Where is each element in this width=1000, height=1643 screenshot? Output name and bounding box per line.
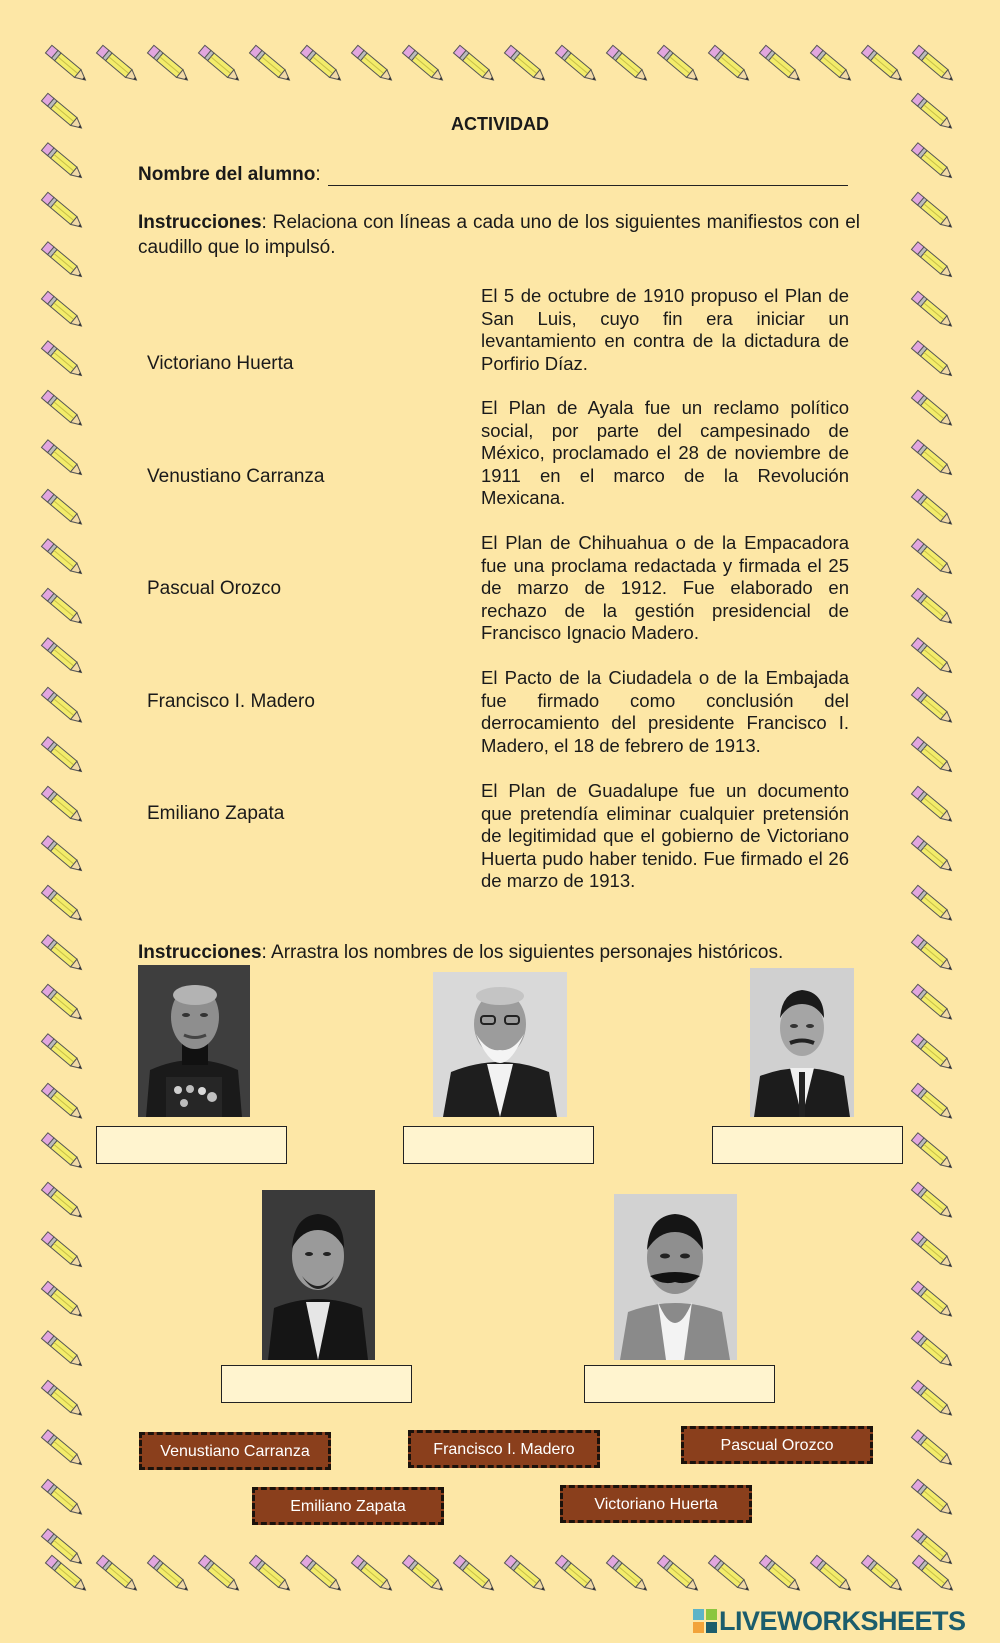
pencil-icon [41,539,84,578]
answer-drop-box[interactable] [96,1126,287,1164]
pencil-icon [198,45,241,84]
pencil-icon [147,45,190,84]
pencil-icon [300,1555,343,1594]
pencil-icon [41,440,84,479]
pencil-icon [911,192,954,231]
pencil-icon [911,539,954,578]
student-name-field[interactable] [328,167,848,186]
pencil-icon [911,1479,954,1518]
plan-item[interactable]: El Pacto de la Ciudadela o de la Embajada fue firmado como conclusión del derrocamiento del presidente Francisco I. Madero, el 18 de febrero de 1913. [481,667,849,756]
student-name-label: Nombre del alumno [138,164,316,185]
plan-item[interactable]: El Plan de Ayala fue un reclamo político social, por parte del campesinado de México, proclamado el 28 de noviembre de 1911 en el marco de la Revolución Mexicana. [481,397,849,508]
drag-item-huerta[interactable]: Victoriano Huerta [560,1485,752,1523]
pencil-icon [911,588,954,627]
pencil-icon [402,45,445,84]
answer-drop-box[interactable] [403,1126,594,1164]
pencil-icon [555,1555,598,1594]
pencil-icon [911,1331,954,1370]
pencil-icon [41,1529,84,1568]
pencil-icon [351,45,394,84]
pencil-icon [41,588,84,627]
pencil-icon [911,1430,954,1469]
instructions-label: Instrucciones [138,212,262,233]
pencil-icon [402,1555,445,1594]
pencil-icon [912,45,955,84]
pencil-icon [911,1529,954,1568]
pencil-icon [45,45,88,84]
pencil-icon [911,687,954,726]
pencil-icon [810,45,853,84]
pencil-icon [41,390,84,429]
pencil-icon [41,1331,84,1370]
leader-item[interactable]: Francisco I. Madero [147,691,315,712]
pencil-icon [504,1555,547,1594]
pencil-icon [911,786,954,825]
leader-item[interactable]: Emiliano Zapata [147,803,285,824]
pencil-icon [759,45,802,84]
pencil-icon [41,638,84,677]
pencil-icon [41,1133,84,1172]
student-name-row: Nombre del alumno: [138,164,848,186]
pencil-icon [555,45,598,84]
portrait-photo [262,1190,375,1360]
instructions-drag [138,940,860,965]
plan-item[interactable]: El 5 de octubre de 1910 propuso el Plan de San Luis, cuyo fin era iniciar un levantamiento en contra de la dictadura de Porfirio Díaz. [481,285,849,374]
portrait-photo [614,1194,737,1360]
pencil-icon [911,1182,954,1221]
pencil-icon [911,935,954,974]
drag-item-madero[interactable]: Francisco I. Madero [408,1430,600,1468]
portrait-photo [433,972,567,1117]
pencil-icon [657,45,700,84]
pencil-icon [41,836,84,875]
pencil-icon [41,935,84,974]
liveworksheets-logo [693,1606,966,1637]
pencil-icon [41,489,84,528]
drag-item-orozco[interactable]: Pascual Orozco [681,1426,873,1464]
pencil-icon [911,242,954,281]
pencil-icon [96,1555,139,1594]
pencil-icon [249,45,292,84]
pencil-icon [606,45,649,84]
pencil-icon [911,341,954,380]
pencil-icon [708,1555,751,1594]
pencil-icon [41,143,84,182]
pencil-icon [911,143,954,182]
pencil-icon [911,885,954,924]
pencil-icon [300,45,343,84]
pencil-icon [911,836,954,875]
page-title: ACTIVIDAD [451,114,549,134]
pencil-icon [759,1555,802,1594]
pencil-icon [41,1034,84,1073]
pencil-icon [41,242,84,281]
plan-item[interactable]: El Plan de Guadalupe fue un documento que pretendía eliminar cualquier pretensión de legitimidad que el gobierno de Victoriano Huerta pudo haber tenido. Fue firmado el 26 de marzo de 1913. [481,780,849,891]
pencil-icon [911,737,954,776]
pencil-icon [41,1281,84,1320]
pencil-icon [657,1555,700,1594]
pencil-icon [911,390,954,429]
pencil-icon [41,737,84,776]
pencil-icon [453,45,496,84]
pencil-icon [911,984,954,1023]
logo-text: LIVEWORKSHEETS [719,1606,966,1636]
pencil-icon [606,1555,649,1594]
pencil-icon [41,1479,84,1518]
pencil-icon [911,489,954,528]
pencil-icon [41,1083,84,1122]
pencil-icon [861,45,904,84]
instructions-label: Instrucciones [138,942,262,963]
pencil-icon [912,1555,955,1594]
pencil-icon [45,1555,88,1594]
pencil-icon [911,1380,954,1419]
liveworksheets-icon [693,1609,717,1633]
pencil-icon [911,1133,954,1172]
pencil-icon [351,1555,394,1594]
pencil-icon [504,45,547,84]
pencil-icon [911,291,954,330]
instructions-text: : Arrastra los nombres de los siguientes personajes históricos. [261,942,784,963]
leader-item[interactable]: Victoriano Huerta [147,353,294,374]
instructions-text: : Relaciona con líneas a cada uno de los siguientes manifiestos con el caudillo que lo impulsó. [138,212,860,258]
pencil-icon [861,1555,904,1594]
answer-drop-box[interactable] [712,1126,903,1164]
pencil-icon [96,45,139,84]
instructions-match [138,210,860,260]
pencil-icon [249,1555,292,1594]
portrait-photo [138,965,250,1117]
pencil-icon [41,291,84,330]
pencil-icon [41,687,84,726]
plan-item[interactable]: El Plan de Chihuahua o de la Empacadora fue una proclama redactada y firmada el 25 de marzo de 1912. Fue elaborado en rechazo de la gestión presidencial de Francisco Ignacio Madero. [481,532,849,643]
drag-item-carranza[interactable]: Venustiano Carranza [139,1432,331,1470]
pencil-icon [41,192,84,231]
pencil-icon [41,984,84,1023]
pencil-icon [911,1281,954,1320]
pencil-icon [911,1034,954,1073]
answer-drop-box[interactable] [221,1365,412,1403]
pencil-icon [911,440,954,479]
pencil-icon [453,1555,496,1594]
pencil-icon [708,45,751,84]
leader-item[interactable]: Pascual Orozco [147,578,282,599]
pencil-icon [41,1232,84,1271]
pencil-icon [810,1555,853,1594]
pencil-icon [911,1232,954,1271]
pencil-icon [41,885,84,924]
leader-item[interactable]: Venustiano Carranza [147,466,325,487]
pencil-icon [41,341,84,380]
pencil-icon [911,638,954,677]
pencil-icon [41,1182,84,1221]
pencil-icon [198,1555,241,1594]
portrait-photo [750,968,854,1117]
pencil-icon [911,1083,954,1122]
drag-item-zapata[interactable]: Emiliano Zapata [252,1487,444,1525]
answer-drop-box[interactable] [584,1365,775,1403]
pencil-icon [147,1555,190,1594]
pencil-icon [41,786,84,825]
pencil-icon [41,1380,84,1419]
pencil-icon [41,1430,84,1469]
